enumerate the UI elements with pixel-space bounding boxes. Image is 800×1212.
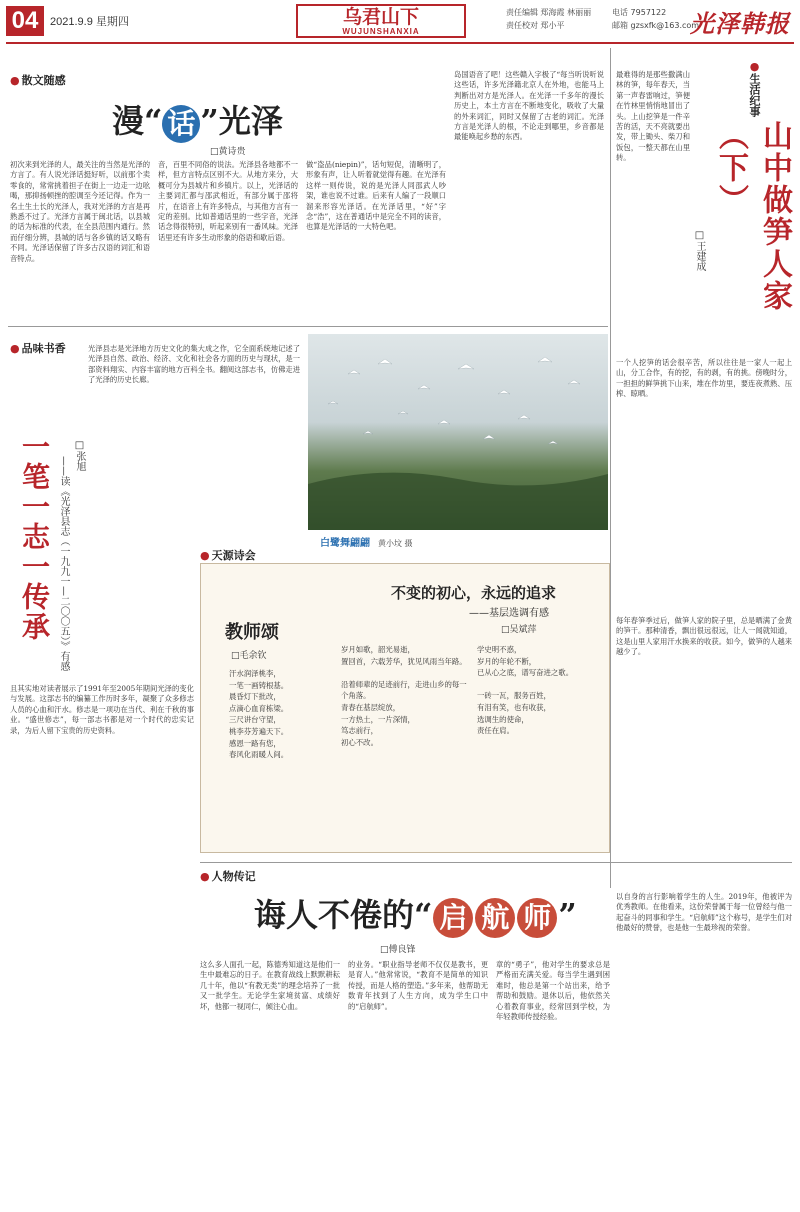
poem-line: 晨昏灯下批改，	[229, 692, 281, 702]
article3-title: 一笔一志一传承	[18, 432, 51, 642]
title-circle-char: 话	[162, 105, 200, 143]
article4-title: 诲人不倦的“ 启 航 师 ”	[254, 890, 577, 938]
poem-line: 责任在肩。	[477, 726, 514, 736]
poem1-title: 教师颂	[225, 622, 279, 643]
title-circle-qi: 启	[433, 898, 473, 938]
article1-col3: 做“盗品(niepin)”，话句短促，清晰明了，形象有声，让人听着就觉得有趣。在光泽有这样一则传说，说的是光泽人同邵武人吵架，谁也说不过谁。后来有人编了一段顺口溜来形容光泽话。在光泽话里，“好”字念“浩”，这在普通话中是完全不同的读音，也算是光泽话的一大特色吧。	[306, 160, 446, 232]
column-banner	[296, 4, 466, 38]
poem-line: 岁月如歌，韶光易逝，	[341, 645, 415, 654]
article3-byline: □张旭	[74, 440, 85, 471]
poem2-lines-a	[341, 644, 467, 748]
editor-info: 责任编辑 郑海霞 林丽丽 责任校对 郑小平	[506, 8, 592, 30]
poem-line	[477, 679, 603, 691]
poem-line: 青春在基层绽放，	[341, 702, 401, 712]
section-tag-biography: ● 人物传记	[200, 868, 256, 884]
poem2-author: □吴斌萍	[501, 625, 537, 635]
section-tag-essay: ● 散文随感	[10, 72, 66, 88]
poem2-title: 不变的初心，永远的追求	[391, 584, 557, 602]
poem-line: 置回首，六载芳华，犹见风雨当年路。	[341, 656, 467, 666]
article1-title: 漫“ 话 ”光泽	[112, 96, 283, 143]
article4-byline: □傅良锋	[380, 945, 416, 955]
poem2-subtitle: ——基层选调有感	[469, 608, 549, 619]
article1-col4: 岛国语音了吧！这些赣入字极了“每当听说听说这些话，许多光泽籍北京人在外地，也能马上判断出对方是光泽人。在光泽一千多年的漫长历史上，本土方言在不断地变化，吸收了大量的外来词汇，同时又保留了古老的词汇。光泽方言是光泽人的根，不论走到哪里，乡音都是最能唤起乡愁的东西。	[454, 70, 604, 142]
poem-line: 已从心之底，谱写奋进之歌。	[477, 668, 574, 678]
section-tag-books: ● 品味书香	[10, 340, 66, 356]
title-circle-shi: 师	[517, 898, 557, 938]
article3-col1: 光泽县志是光泽地方历史文化的集大成之作，它全面系统地记述了光泽县自然、政治、经济、文化和社会各方面的历史与现状，是一部资料翔实、内容丰富的地方百科全书。翻阅这部志书，仿佛走进了光泽的历史长廊。	[88, 344, 300, 385]
poem-line: 春风化雨暖人间。	[229, 750, 289, 760]
article2-title: 山中做笋人家（下）	[713, 120, 792, 312]
poem-line: 点滴心血育栋梁。	[229, 703, 289, 713]
newspaper-masthead: 光泽韩报	[690, 9, 790, 38]
column-divider	[610, 48, 611, 888]
poem-line: 汗水润泽桃李，	[229, 669, 281, 678]
poem-box	[200, 563, 610, 853]
page-header	[6, 4, 794, 40]
issue-date: 2021.9.9 星期四	[50, 16, 129, 28]
article4-col4: 以自身的言行影响着学生的人生。2019年，他被评为优秀教师。在他看来，这份荣誉属于每一位曾经与他一起奋斗的同事和学生。“启航师”这个称号，是学生们对他最好的赞誉，也是他一生最珍视的荣誉。	[616, 892, 792, 933]
title-circle-hang: 航	[475, 898, 515, 938]
poem-line: 三尺讲台守望，	[229, 715, 281, 725]
poem1-author: □毛余钦	[231, 651, 267, 661]
poem1-lines	[229, 668, 329, 761]
poem-line: 一笔一画铸根基。	[229, 680, 289, 690]
poem-line: 桃李芬芳遍天下。	[229, 726, 289, 736]
egret-photo	[308, 334, 608, 530]
section-tag-life: ● 生活纪事	[746, 60, 762, 117]
egret-illustration	[308, 334, 608, 530]
photo-caption: 白鹭舞翩翩 黄小坟 摄	[320, 538, 413, 549]
contact-info: 电话 7957122 邮箱 gzsxfk@163.com	[612, 8, 700, 30]
article3-subtitle: ——读《光泽县志（一九九一—二〇〇五）》有感	[58, 456, 69, 671]
poem-line: 笃志前行，	[341, 726, 378, 736]
divider	[200, 862, 792, 863]
article2-col1: 最难得的是那些撒满山林的笋，每年春天，当第一声春雷响过，笋便在竹林里悄悄地冒出了头。上山挖笋是一件辛苦的活，天不亮就要出发，带上锄头、柴刀和饭包，一整天都在山里转。	[616, 70, 690, 163]
poem-line: 沿着师辈的足迹前行，走进山乡的每一个角落。	[341, 679, 467, 701]
poem-line: 感恩一路有您，	[229, 738, 281, 748]
column-name-en: WUJUNSHANXIA	[342, 27, 420, 36]
divider	[8, 326, 608, 327]
poem-line: 学史明不惑，	[477, 645, 522, 654]
header-divider	[6, 42, 794, 44]
poem-line: 有泪有笑，也有收获，	[477, 702, 551, 712]
article2-byline: □王建成	[694, 230, 705, 271]
poem-line: 岁月的年轮不断，	[477, 656, 537, 666]
page-number: 04	[6, 6, 44, 36]
article1-byline: □黄诗贵	[210, 147, 246, 157]
poem-line: 初心不改。	[341, 737, 378, 747]
poem2-lines-b	[477, 644, 603, 737]
column-name: 乌君山下	[342, 6, 419, 28]
poem-line: 一砖一瓦，服务百姓，	[477, 691, 551, 701]
article4-col2: 的业务。“职业指导老师不仅仅是教书，更是育人。”他常常说，“教育不是简单的知识传授，而是人格的塑造。”多年来，他帮助无数青年找到了人生方向，成为学生口中的“启航师”。	[348, 960, 488, 1011]
article3-col2: 且其实地对读者展示了1991年至2005年期间光泽的变化与发展。这部志书的编纂工作历时多年，凝聚了众多修志人员的心血和汗水。修志是一项功在当代、利在千秋的事业。“盛世修志”，每一部志书都是对一个时代的忠实记录，为后人留下宝贵的历史资料。	[10, 684, 194, 735]
poem-line: 选调生的使命，	[477, 714, 529, 724]
section-tag-poetry: ● 天源诗会	[200, 547, 256, 563]
article2-col3: 每年春笋季过后，做笋人家的院子里，总是晒满了金黄的笋干。那种清香，飘出很远很远，让人一闻就知道，这是山里人家用汗水换来的收获。如今，做笋的人越来越少了。	[616, 616, 792, 657]
article1-col1: 初次来到光泽的人，最关注的当然是光泽的方言了。有人说光泽话挺好听，以前那个卖零食的，常常挑着担子在街上一边走一边吆喝，那抑扬顿挫的腔调至今还记得。作为一名土生土长的光泽人，我对光泽的方言是再熟悉不过了。光泽方言属于闽北话，以县城的话为标准的代表，在全县范围内通行。然而仔细分辨，县城的话与各乡镇的话又略有不同。光泽话保留了许多古汉语的词汇和语音特点。	[10, 160, 150, 263]
article4-col3: 章的“勇子”，他对学生的要求总是严格而充满关爱。每当学生遇到困难时，他总是第一个站出来，给予帮助和鼓励。退休以后，他依然关心着教育事业，经常回到学校，为年轻教师传授经验。	[496, 960, 610, 1022]
poem-line	[341, 667, 467, 679]
poem-line: 一方热土，一片深情，	[341, 714, 415, 724]
article2-col2: 一个人挖笋的话会很辛苦，所以往往是一家人一起上山，分工合作，有的挖，有的剥，有的挑。傍晚时分，一担担的鲜笋挑下山来，堆在作坊里，要连夜煮熟、压榨、晾晒。	[616, 358, 792, 399]
article1-col2: 音，百里不同俗的说法。光泽县各地都不一样，但方言特点区别不大。从地方来分，大概可分为县城片和乡镇片。以上，光泽话的主要词汇都与邵武相近，有部分属于邵将片，在语音上有许多特点，与其他方言有一定的差别。比如普通话里的一些字音，光泽话念得很特别，听起来别有一番风味。光泽话里还有许多生动形象的俗语和歇后语。	[158, 160, 298, 242]
article4-col1: 这么多人面孔一起，陈德秀知道这是他们一生中最难忘的日子。在教育战线上默默耕耘几十年，他以“有教无类”的理念培养了一批又一批学生。无论学生家境贫富、成绩好坏，他都一视同仁，倾注心血。	[200, 960, 340, 1011]
